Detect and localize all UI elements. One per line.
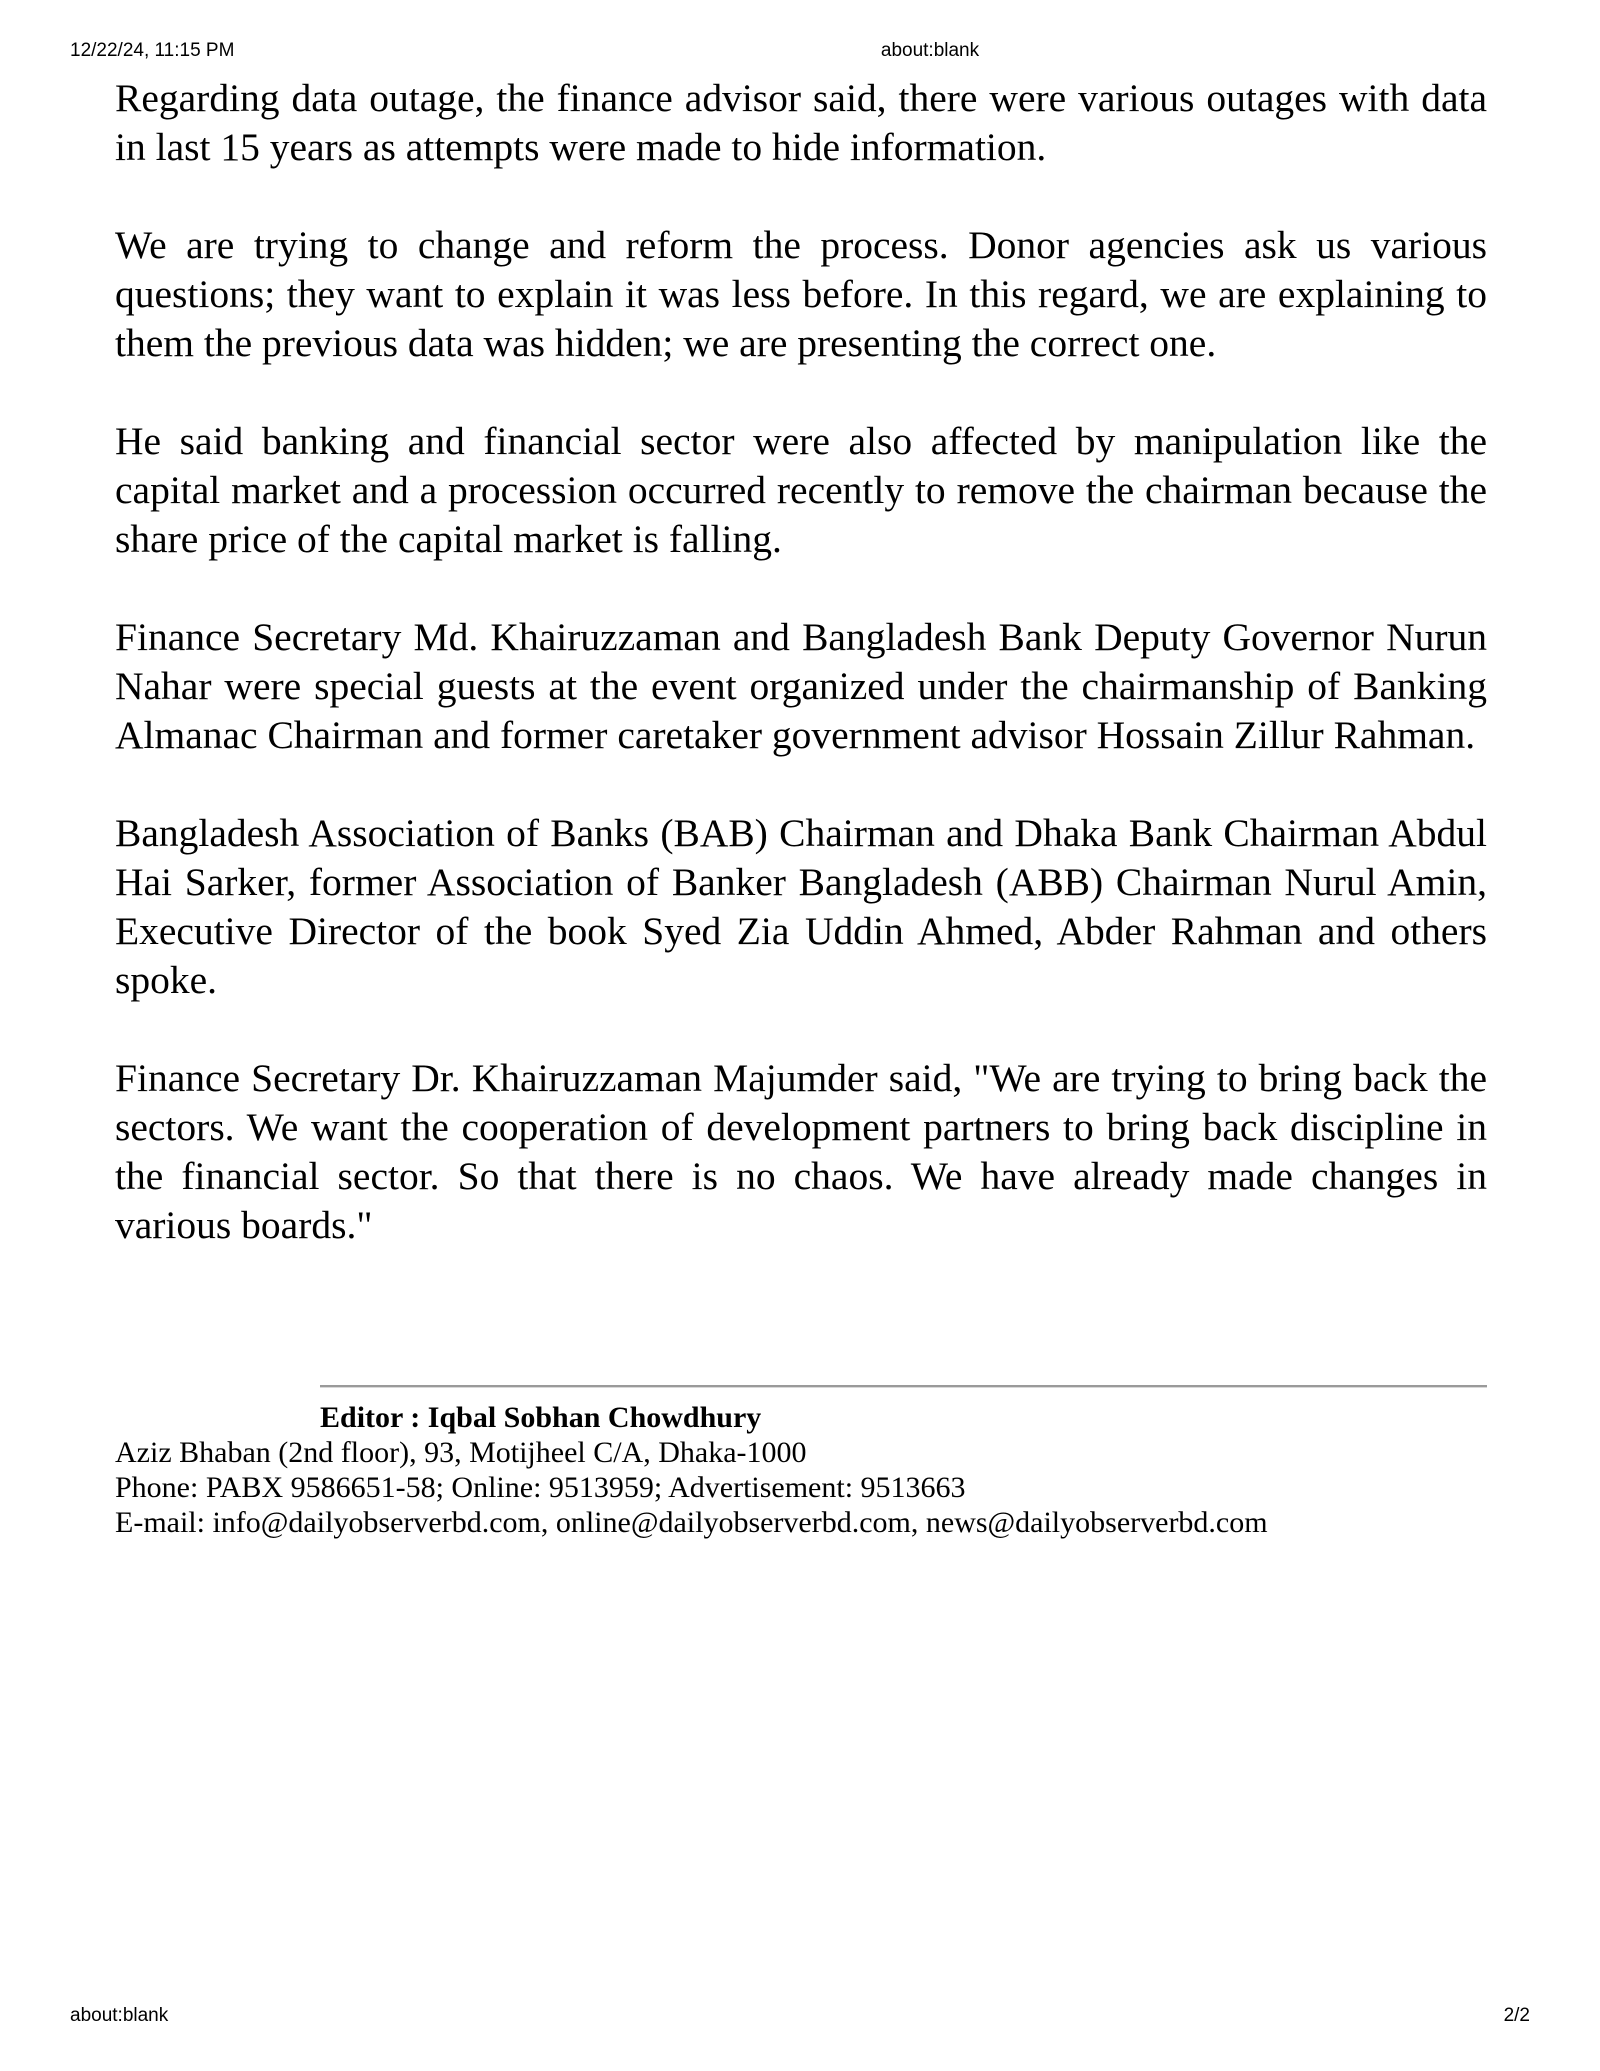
article-paragraph: We are trying to change and reform the process. Donor agencies ask us various questions; they want to explain it was less before. In this regard, we are explaining to them the previous data was hidden; we are presenting the correct one.	[115, 223, 1487, 365]
article-paragraph: Finance Secretary Dr. Khairuzzaman Majumder said, "We are trying to bring back the sectors. We want the cooperation of development partners to bring back discipline in the financial sector. So that there is no chaos. We have already made changes in various boards."	[115, 1056, 1487, 1247]
print-page-number: 2/2	[1503, 2005, 1530, 2026]
article-paragraph: Regarding data outage, the finance advisor said, there were various outages with data in last 15 years as attempts were made to hide information.	[115, 76, 1487, 169]
publisher-info	[115, 1400, 1515, 1540]
print-url: about:blank	[70, 2005, 169, 2026]
editor-line: Editor : Iqbal Sobhan Chowdhury	[320, 1401, 762, 1434]
print-page-title: about:blank	[880, 40, 980, 61]
article-paragraph: He said banking and financial sector were also affected by manipulation like the capital market and a procession occurred recently to remove the chairman because the share price of the capital market is falling.	[115, 419, 1487, 561]
article-paragraph: Bangladesh Association of Banks (BAB) Chairman and Dhaka Bank Chairman Abdul Hai Sarker, former Association of Banker Bangladesh (ABB) Chairman Nurul Amin, Executive Director of the book Syed Zia Uddin Ahmed, Abder Rahman and others spoke.	[115, 811, 1487, 1002]
phone-line: Phone: PABX 9586651-58; Online: 9513959; Advertisement: 9513663	[115, 1471, 966, 1504]
email-line: E-mail: info@dailyobserverbd.com, online@dailyobserverbd.com, news@dailyobserverbd.com	[115, 1506, 1268, 1539]
article-body	[115, 74, 1487, 1250]
print-datetime: 12/22/24, 11:15 PM	[70, 40, 235, 61]
article-paragraph: Finance Secretary Md. Khairuzzaman and Bangladesh Bank Deputy Governor Nurun Nahar were special guests at the event organized under the chairmanship of Banking Almanac Chairman and former caretaker government advisor Hossain Zillur Rahman.	[115, 615, 1487, 757]
footer-divider	[320, 1385, 1487, 1388]
address-line: Aziz Bhaban (2nd floor), 93, Motijheel C/A, Dhaka-1000	[115, 1436, 807, 1469]
